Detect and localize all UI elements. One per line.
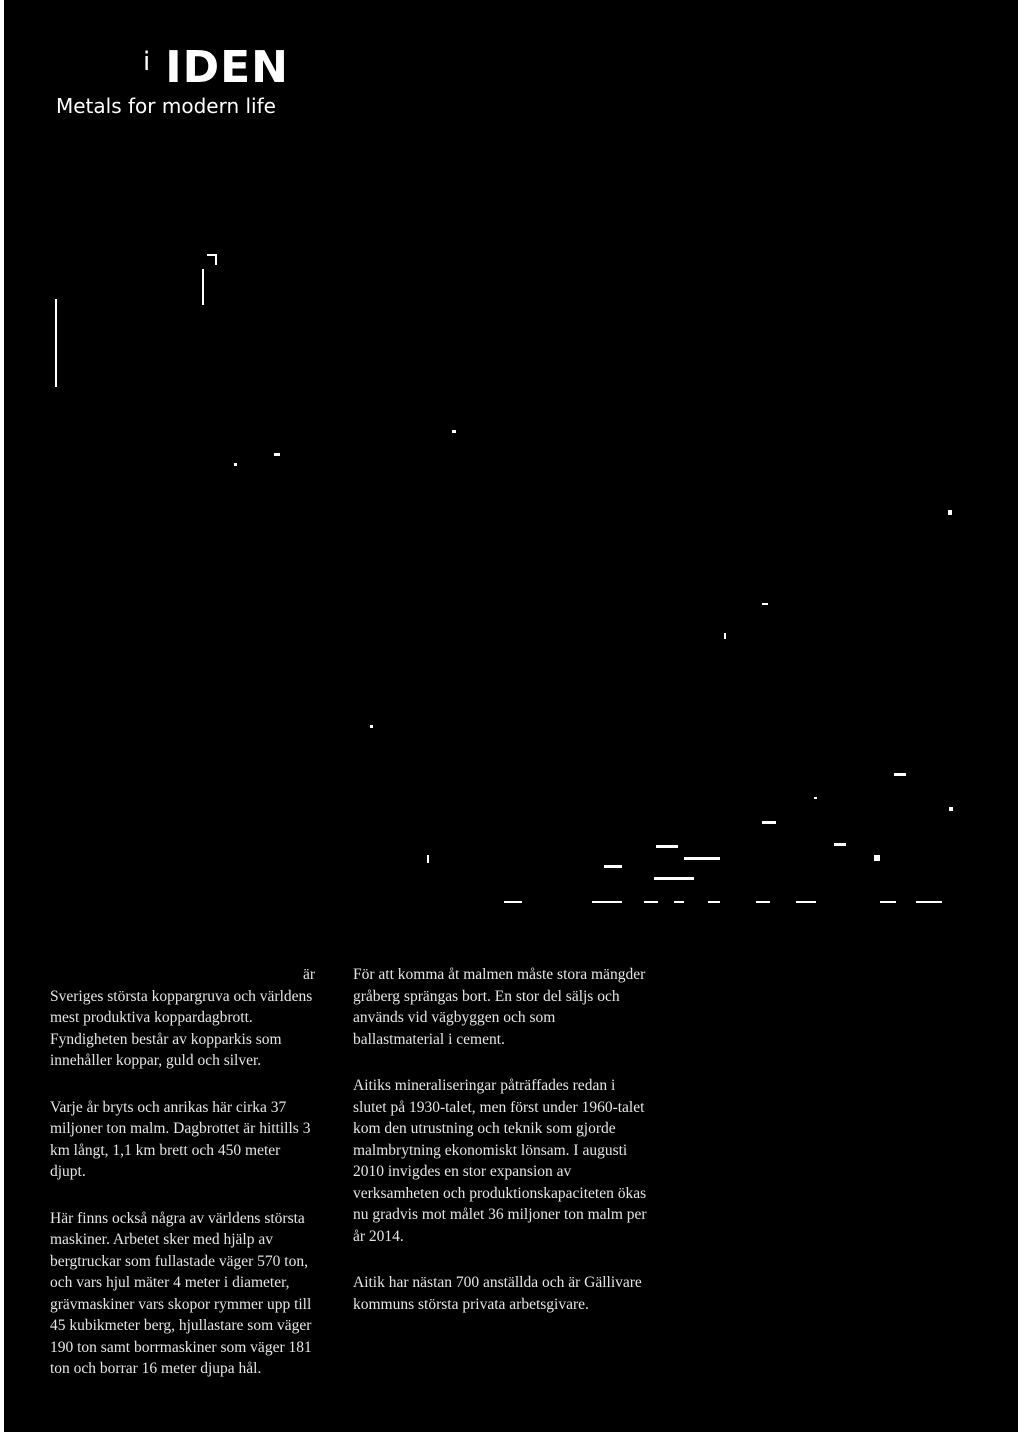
- paragraph: [50, 964, 315, 1072]
- paragraph-text: Sveriges största koppargruva och världens mest produktiva koppardagbrott. Fyndigheten består av kopparkis som innehåller koppar, guld och silver.: [50, 987, 313, 1069]
- paragraph: Varje år bryts och anrikas här cirka 37 miljoner ton malm. Dagbrottet är hittills 3 km långt, 1,1 km brett och 450 meter djupt.: [50, 1098, 311, 1180]
- paragraph: Aitiks mineraliseringar påträffades redan i slutet på 1930-talet, men först under 1960-talet kom den utrustning och teknik som gjorde malmbrytning ekonomiskt lönsam. I augusti 2010 invigdes en stor expansion av verksamheten och produktionskapaciteten ökas nu gradvis mot målet 36 miljoner ton malm per år 2014.: [353, 1077, 647, 1245]
- tagline: Metals for modern life: [56, 94, 276, 118]
- brochure-page: [4, 0, 1018, 1432]
- logo-mark: i: [143, 47, 152, 77]
- article-left-column: [50, 964, 315, 1405]
- open-pit-mine-photo: [44, 225, 964, 915]
- logo-text: IDEN: [165, 42, 290, 93]
- paragraph: För att komma åt malmen måste stora mängder gråberg sprängas bort. En stor del säljs och används vid vägbyggen och som ballastmaterial i cement.: [353, 966, 646, 1048]
- article-right-column: [353, 964, 648, 1340]
- paragraph: Aitik har nästan 700 anställda och är Gällivare kommuns största privata arbetsgivare.: [353, 1274, 642, 1313]
- company-logo: [143, 42, 290, 93]
- paragraph: Här finns också några av världens största maskiner. Arbetet sker med hjälp av bergtruckar som fullastade väger 570 ton, och vars hjul mäter 4 meter i diameter, grävmaskiner vars skopor rymmer upp till 45 kubikmeter berg, hjullastare som väger 190 ton samt borrmaskiner som väger 181 ton och borrar 16 meter djupa hål.: [50, 1209, 312, 1377]
- lead-word: är: [302, 966, 315, 983]
